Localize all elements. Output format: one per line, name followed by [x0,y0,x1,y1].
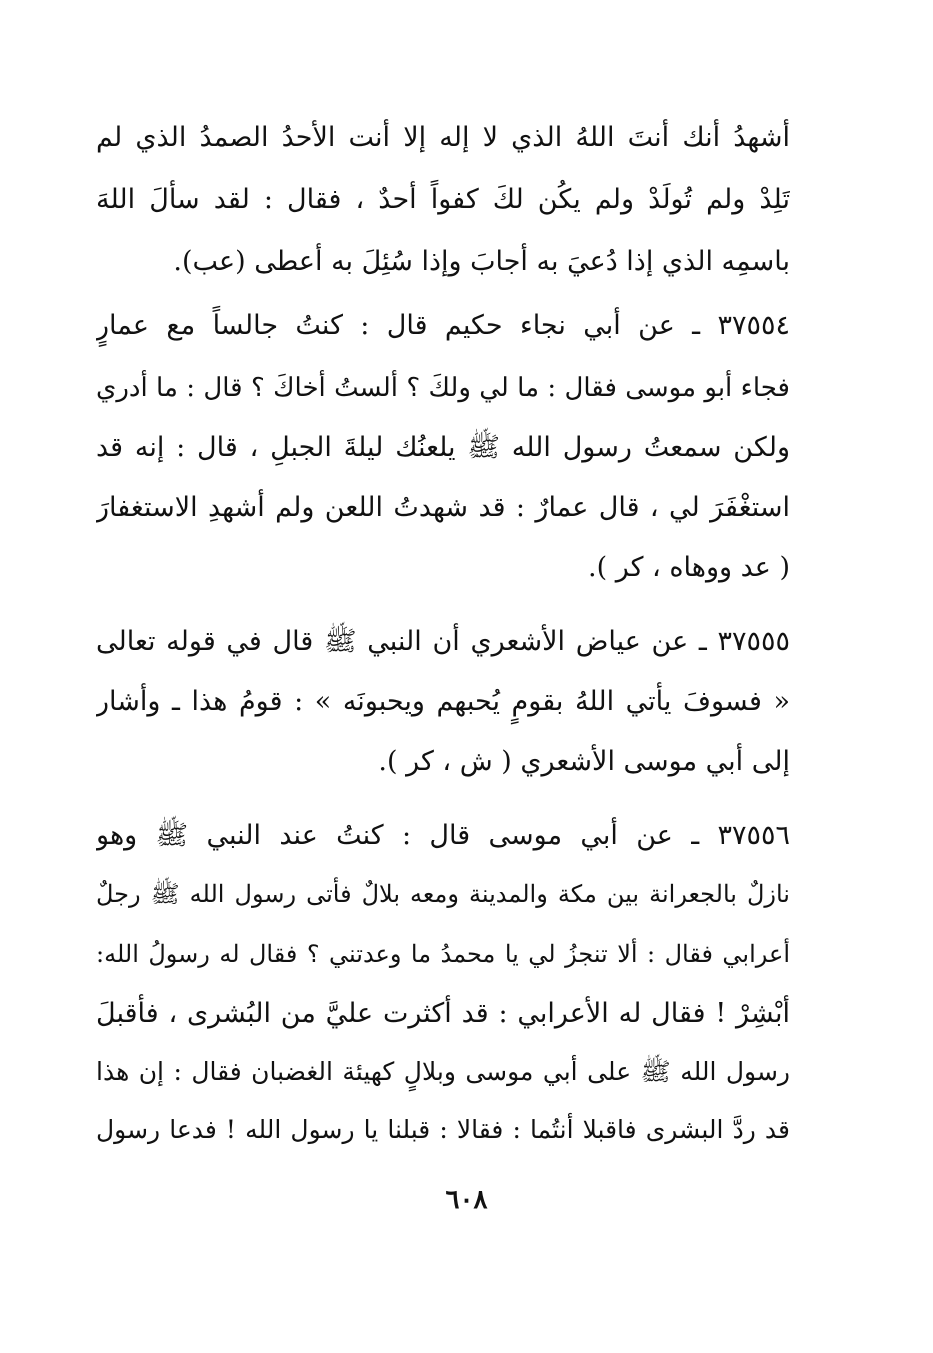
text-line-11: إلى أبي موسى الأشعري ( ش ، كر ). [378,746,790,777]
text-line-17: قد ردَّ البشرى فاقبلا أنتُما : فقالا : قبلنا يا رسول الله ! فدعا رسول [96,1115,790,1144]
text-line-6: ولكن سمعتُ رسول الله ﷺ يلعنُك ليلةَ الجبلِ ، قال : إنه قد [96,432,790,463]
text-line-16: رسول الله ﷺ على أبي موسى وبلالٍ كهيئة الغضبان فقال : إن هذا [96,1057,790,1086]
text-line-13: نازلٌ بالجعرانة بين مكة والمدينة ومعه بلالٌ فأتى رسول الله ﷺ رجلٌ [96,880,790,908]
text-line-7: استغْفَرَ لي ، قال عمارٌ : قد شهدتُ اللعن ولم أشهدِ الاستغفارَ [96,492,790,523]
text-line-10: « فسوفَ يأتي اللهُ بقومٍ يُحبهم ويحبونَه » : قومُ هذا ـ وأشار [96,686,790,717]
text-line-14: أعرابي فقال : ألا تنجزُ لي يا محمدُ ما وعدتني ؟ فقال له رسولُ الله: [96,940,790,968]
text-line-4: ٣٧٥٥٤ ـ عن أبي نجاء حكيم قال : كنتُ جالساً مع عمارٍ [96,310,790,341]
text-line-1: أشهدُ أنك أنتَ اللهُ الذي لا إله إلا أنت الأحدُ الصمدُ الذي لم [96,122,790,153]
text-line-12: ٣٧٥٥٦ ـ عن أبي موسى قال : كنتُ عند النبي ﷺ وهو [96,820,790,851]
text-line-2: تَلِدْ ولم تُولَدْ ولم يكُن لكَ كفواً أحدٌ ، فقال : لقد سألَ اللهَ [96,184,790,215]
text-line-8: ( عد ووهاه ، كر ). [588,552,790,583]
text-line-9: ٣٧٥٥٥ ـ عن عياض الأشعري أن النبي ﷺ قال في قوله تعالى [96,626,790,657]
text-line-15: أبْشِرْ ! فقال له الأعرابي : قد أكثرت عليَّ من البُشرى ، فأقبلَ [96,998,790,1029]
text-line-5: فجاء أبو موسى فقال : ما لي ولكَ ؟ ألستُ أخاكَ ؟ قال : ما أدري [96,373,790,403]
page-number: ٦٠٨ [445,1185,488,1215]
text-line-3: باسمِه الذي إذا دُعيَ به أجابَ وإذا سُئِلَ به أعطى (عب). [173,246,790,277]
